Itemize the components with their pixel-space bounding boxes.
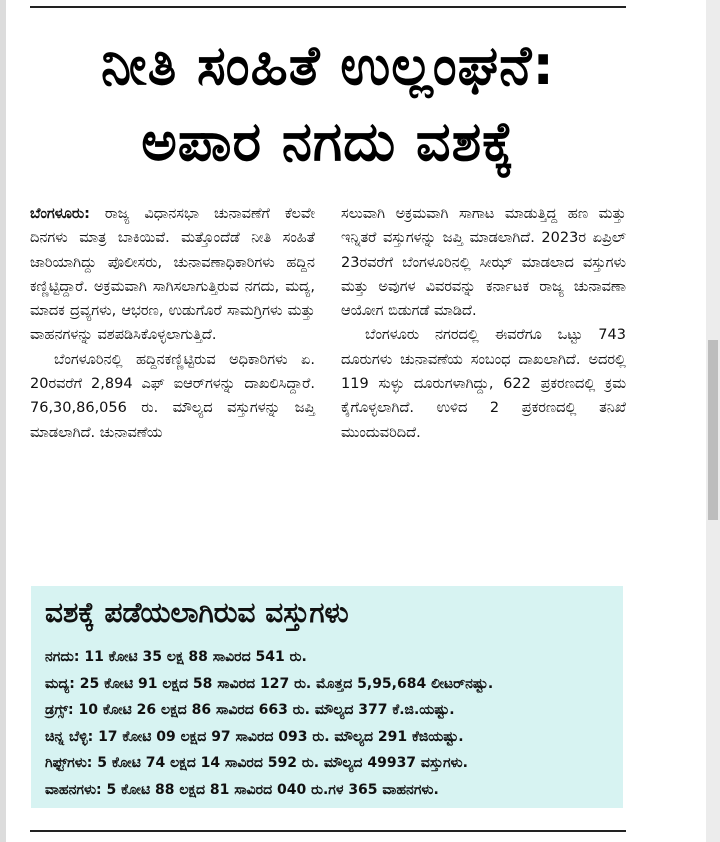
seized-item-gifts: ಗಿಫ್ಟ್‌ಗಳು: 5 ಕೋಟಿ 74 ಲಕ್ಷದ 14 ಸಾವಿರದ 592 ರು. ಮೌಲ್ಯದ 49937 ವಸ್ತುಗಳು. bbox=[45, 755, 468, 771]
seized-item-liquor: ಮದ್ಯ: 25 ಕೋಟಿ 91 ಲಕ್ಷದ 58 ಸಾವಿರದ 127 ರು. ಮೊತ್ತದ 5,95,684 ಲೀಟರ್‌ನಷ್ಟು. bbox=[45, 675, 494, 692]
headline-line-2: ಅಪಾರ ನಗದು ವಶಕ್ಕೆ bbox=[141, 110, 515, 173]
article-paragraph: ಸಲುವಾಗಿ ಅಕ್ರಮವಾಗಿ ಸಾಗಾಟ ಮಾಡುತ್ತಿದ್ದ ಹಣ ಮತ್ತು ಇನ್ನಿತರೆ ವಸ್ತುಗಳನ್ನು ಜಪ್ತಿ ಮಾಡಲಾಗಿದೆ. 2023ರ ಏಪ್ರಿಲ್ 23ರವರೆಗೆ ಬೆಂಗಳೂರಿನಲ್ಲಿ ಸೀಝ್ ಮಾಡಲಾದ ವಸ್ತುಗಳು ಮತ್ತು ಅವುಗಳ ವಿವರವನ್ನು ಕರ್ನಾಟಕ ರಾಜ್ಯ ಚುನಾವಣಾ ಆಯೋಗ ಬಿಡುಗಡೆ ಮಾಡಿದೆ. bbox=[341, 206, 626, 320]
headline bbox=[28, 28, 628, 180]
article-paragraph bbox=[30, 202, 315, 348]
top-rule bbox=[30, 6, 626, 8]
article-paragraph: ಬೆಂಗಳೂರಿನಲ್ಲಿ ಹದ್ದಿನಕಣ್ಣಿಟ್ಟಿರುವ ಅಧಿಕಾರಿಗಳು ಏ. 20ರವರೆಗೆ 2,894 ಎಫ್ ಐಆರ್‌ಗಳನ್ನು ದಾಖಲಿಸಿದ್ದಾರೆ. 76,30,86,056 ರು. ಮೌಲ್ಯದ ವಸ್ತುಗಳನ್ನು ಜಪ್ತಿ ಮಾಡಲಾಗಿದೆ. ಚುನಾವಣೆಯ bbox=[30, 351, 315, 441]
seized-item-gold-silver: ಚಿನ್ನ ಬೆಳ್ಳಿ: 17 ಕೋಟಿ 09 ಲಕ್ಷದ 97 ಸಾವಿರದ 093 ರು. ಮೌಲ್ಯದ 291 ಕೆಜಿಯಷ್ಟು. bbox=[45, 728, 464, 745]
seized-items-title: ವಶಕ್ಕೆ ಪಡೆಯಲಾಗಿರುವ ವಸ್ತುಗಳು bbox=[45, 596, 349, 629]
seized-item-cash: ನಗದು: 11 ಕೋಟಿ 35 ಲಕ್ಷ 88 ಸಾವಿರದ 541 ರು. bbox=[45, 649, 307, 665]
page-left-edge bbox=[0, 0, 6, 842]
seized-item-drugs: ಡ್ರಗ್ಸ್: 10 ಕೋಟಿ 26 ಲಕ್ಷದ 86 ಸಾವಿರದ 663 ರು. ಮೌಲ್ಯದ 377 ಕೆ.ಜಿ.ಯಷ್ಟು. bbox=[45, 702, 455, 718]
bottom-rule bbox=[30, 830, 626, 832]
article-paragraph: ಬೆಂಗಳೂರು ನಗರದಲ್ಲಿ ಈವರೆಗೂ ಒಟ್ಟು 743 ದೂರುಗಳು ಚುನಾವಣೆಯ ಸಂಬಂಧ ದಾಖಲಾಗಿದೆ. ಅದರಲ್ಲಿ 119 ಸುಳ್ಳು ದೂರುಗಳಾಗಿದ್ದು, 622 ಪ್ರಕರಣದಲ್ಲಿ ಕ್ರಮ ಕೈಗೊಳ್ಳಲಾಗಿದೆ. ಉಳಿದ 2 ಪ್ರಕರಣದಲ್ಲಿ ತನಿಖೆ ಮುಂದುವರಿದಿದೆ. bbox=[341, 327, 626, 441]
scroll-marker bbox=[708, 340, 718, 520]
headline-line-1: ನೀತಿ ಸಂಹಿತೆ ಉಲ್ಲಂಘನೆ: bbox=[101, 34, 555, 97]
dateline: ಬೆಂಗಳೂರು: bbox=[30, 206, 90, 222]
seized-items-box bbox=[31, 586, 623, 808]
seized-item-vehicles: ವಾಹನಗಳು: 5 ಕೋಟಿ 88 ಲಕ್ಷದ 81 ಸಾವಿರದ 040 ರು.ಗಳ 365 ವಾಹನಗಳು. bbox=[45, 781, 439, 798]
seized-items-list bbox=[45, 644, 617, 803]
article-column-left bbox=[30, 202, 315, 445]
article-column-right bbox=[341, 202, 626, 445]
paragraph-text: ರಾಜ್ಯ ವಿಧಾನಸಭಾ ಚುನಾವಣೆಗೆ ಕೆಲವೇ ದಿನಗಳು ಮಾತ್ರ ಬಾಕಿಯಿವೆ. ಮತ್ತೊಂದೆಡೆ ನೀತಿ ಸಂಹಿತೆ ಜಾರಿಯಾಗಿದ್ದು ಪೊಲೀಸರು, ಚುನಾವಣಾಧಿಕಾರಿಗಳು ಹದ್ದಿನ ಕಣ್ಣಿಟ್ಟಿದ್ದಾರೆ. ಅಕ್ರಮವಾಗಿ ಸಾಗಿಸಲಾಗುತ್ತಿರುವ ನಗದು, ಮದ್ಯ, ಮಾದಕ ದ್ರವ್ಯಗಳು, ಆಭರಣ, ಉಡುಗೊರೆ ಸಾಮಗ್ರಿಗಳು ಮತ್ತು ವಾಹನಗಳನ್ನು ವಶಪಡಿಸಿಕೊಳ್ಳಲಾಗುತ್ತಿದೆ. bbox=[30, 206, 315, 344]
